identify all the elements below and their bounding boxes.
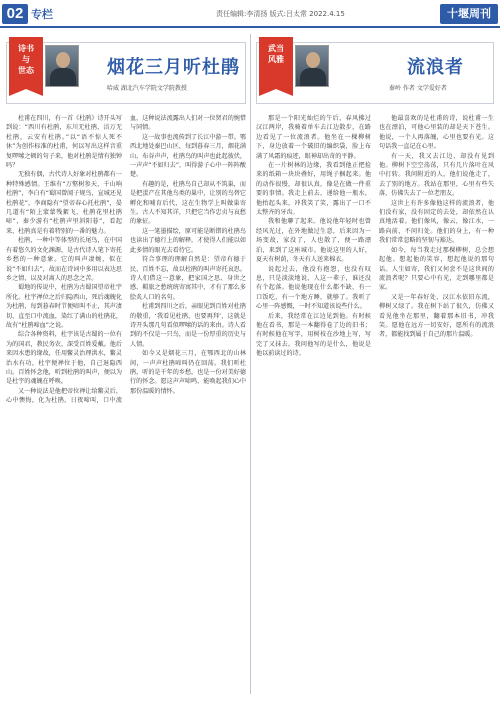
- paragraph: 符合事理的理解自然是：望帝有德于民，百姓不忘，故以杜鹃的叫声寄托哀思。诗人们借这一意象，把家国之思、身世之感、羁旅之愁统统寄寓其中，才有了那么多脍炙人口的名句。: [130, 256, 246, 301]
- paragraph: 说起过去，他没有抱怨，也没有叹息，只是淡淡地说，人这一辈子，谁还没有个起落。他说他现在什么都不缺，有一口饭吃，有一个地方睡，就够了。我听了心里一阵感慨，一时不知道该说些什么。: [256, 265, 371, 311]
- article-byline: 哈威 湖北汽车学院文学院教授: [107, 85, 187, 92]
- article-body: [256, 114, 494, 694]
- paragraph: 这一故事也流传到了长江中游一带。鄂西北地处秦巴山区，每到暮春三月，烟花满山，布谷声声，杜鹃鸟的叫声也此起彼伏，一声声“不如归去”，叫得游子心中一阵阵酸楚。: [130, 133, 246, 179]
- article-header: [256, 42, 494, 104]
- column-tab-line: 世态: [18, 66, 34, 75]
- author-portrait-icon: [45, 45, 79, 87]
- article-byline: 秦岭 作者 文学爱好者: [389, 85, 447, 92]
- masthead: [0, 0, 500, 28]
- article-header: [6, 42, 246, 104]
- column-divider: [250, 34, 251, 694]
- paragraph: 有一天，我又去江边，却没有见到他。柳树下空空荡荡，只有几片落叶在风中打转。我问附近的人，他们说他走了，去了别的地方。我站在那里，心里有些失落，仿佛失去了一位老朋友。: [379, 152, 494, 198]
- paragraph: 那是一个阳光灿烂的午后，春风拂过汉江两岸，我骑着单车去江边散步，在路边看见了一位流浪者。他坐在一棵柳树下，身边放着一个破旧的编织袋，脸上布满了风霜的痕迹，眼神却出奇的平静。: [256, 115, 371, 160]
- editors-date: 责任编辑:李清扬 版式:吕太常 2022.4.15: [216, 10, 345, 18]
- paragraph: 有趣的是，杜鹃鸟自己却从不筑巢，而是把蛋产在其他鸟类的巢中，让别的鸟替它孵化和哺育后代，这在生物学上叫做巢寄生。古人不知其详，只把它当作忠贞与哀愁的象征。: [130, 180, 246, 226]
- column-tab-line: 武当: [268, 44, 284, 53]
- column-tab: [259, 37, 293, 89]
- author-portrait-icon: [295, 45, 329, 87]
- paragraph: 综合各种资料，杜宇该是古蜀的一位有为的国君，教民务农，深受百姓爱戴。他后来因水患的缘故，任用鳖灵治理洪水，鳖灵治水有功，杜宇便禅位于他，自己退隐西山。百姓怀念他，听到杜鹃的叫声，便以为是杜宇的魂魄在呼唤。: [6, 331, 122, 386]
- page-number: 02: [2, 4, 28, 24]
- paragraph: 如今又是烟花三月，在鄂西北的山林间，一声声杜鹃啼叫仍在回荡。我们听杜鹃，听的是千年的乡愁，也是一份对美好德行的怀念。愿这声声啼鸣，能唤起我们心中那份温暖的情怀。: [130, 350, 246, 395]
- newspaper-brand: 十堰周刊: [440, 4, 498, 24]
- paragraph: 他最喜欢的是杜甫的诗，说杜甫一生也在漂泊，可他心里装的却是天下苍生。他说，一个人再落魄，心里也要有光。这句话我一直记在心里。: [379, 115, 494, 151]
- paragraph: 在一片树林的边缘，我看到他正把捡来的纸箱一块块叠好，用绳子捆起来。他的动作很慢，却很认真，像是在做一件重要的事情。我走上前去，递给他一瓶水，他抬起头来，冲我笑了笑，露出了一口不太整齐的牙齿。: [256, 162, 371, 217]
- paragraph: 蜀地的传说中，杜鹃为古蜀国望帝杜宇所化。杜宇禅位之后归隐西山，死后魂魄化为杜鹃，每到暮春时节便啼叫不止，其声凄切，直至口中流血，染红了满山的杜鹃花，故有“杜鹃啼血”之说。: [6, 284, 122, 329]
- column-tab: [9, 37, 43, 89]
- paragraph: 这世上有许多像他这样的流浪者，他们没有家，没有固定的去处，却依然在认真地活着。他们像风，像云，像江水，一路向前，不问归处。他们的身上，有一种我们常常忽略的坚韧与豁达。: [379, 199, 494, 245]
- section-name: 专栏: [31, 8, 53, 21]
- article-body: [6, 114, 246, 694]
- column-tab-line: 风雅: [268, 55, 284, 64]
- paragraph: 又是一年春好处，汉江水依旧东流，柳树又绿了。我在树下站了很久，仿佛又看见他坐在那里，翻着那本旧书，冲我笑。愿他在远方一切安好，愿所有的流浪者，都能找到属于自己的那片温暖。: [379, 293, 494, 339]
- article-title: 流浪者: [407, 57, 464, 78]
- paragraph: 后来，我经常在江边见到他。有时候他在看书，那是一本翻得卷了边的旧书；有时候他在写字，用树枝在沙地上写，写完了又抹去。我问他写的是什么，他说是他以前读过的诗。: [256, 312, 371, 358]
- paragraph: 杜鹃，一种中等体型的长尾鸟，在中国有着悠久的文化渊源，是古代诗人笔下寄托乡愁的一种意象。它的叫声凄婉，似在说“不如归去”，故而在诗词中多用以表达思乡之情，以及对离人的思念之苦。: [6, 237, 123, 282]
- article-title: 烟花三月听杜鹃: [107, 57, 240, 78]
- paragraph: 这一笔墨描绘，原可能是断错的杜鹃鸟也读出了德行上的解释，才使得人们能以如此多情的眼光去看待它。: [130, 227, 246, 254]
- paragraph: 无独有偶，古代诗人好象对杜鹃都有一种特殊感情。王维有“万壑树参天，千山响杜鹃”，李白有“蜀国曾闻子规鸟，宣城还见杜鹃花”，李商隐有“望帝春心托杜鹃”，晏几道有“陌上蒙蒙残絮飞，杜鹃花里杜鹃啼”，秦少游有“杜鹃声里斜阳暮”，看起来，杜鹃真是有着特别的一番的魅力。: [6, 171, 123, 235]
- paragraph: 杜甫到四川之后，亲眼见到百姓对杜鹃的敬重，‘我看见杜鹃，也要再拜’，这就是诗开头那几句看似啰嗦的话的来由。诗人看到的不仅是一只鸟，而是一份厚重的历史与人情。: [130, 303, 246, 348]
- article-left: [6, 32, 246, 698]
- paragraph: 如今，每当我走过那棵柳树，总会想起他。想起他的笑容，想起他说的那句话。人生如寄，我们又何尝不是这世间的流浪者呢？只要心中有光，走到哪里都是家。: [379, 246, 494, 292]
- column-tab-line: 诗书: [18, 44, 34, 53]
- paragraph: 又一种说法是他把帝位禅让给鳖灵后，心中懊悔，化为杜鹃，日夜啼叫，口中流血，这种说法流露出人们对一位贤君的惋惜与同情。: [6, 115, 246, 405]
- paragraph: 杜甫在四川，有一首《杜鹃》诗开头写到说：“西川有杜鹃，东川无杜鹃，涪万无杜鹃，云安有杜鹃。”以“语不惊人死不休”为创作标准的杜甫，何以写出这样音重复啰嗦之顿的句子来，他对杜鹃是情有独钟吗？: [6, 115, 122, 170]
- column-tab-line: 与: [22, 55, 30, 64]
- paragraph: 我和他聊了起来。他说他年轻时也曾经风光过，在外地做过生意，后来因为一场变故，家没了，人也散了，便一路漂泊，来到了这座城市。他说这里的人好，夏天有树荫，冬天有人送来棉衣。: [256, 218, 371, 264]
- article-right: [256, 32, 494, 698]
